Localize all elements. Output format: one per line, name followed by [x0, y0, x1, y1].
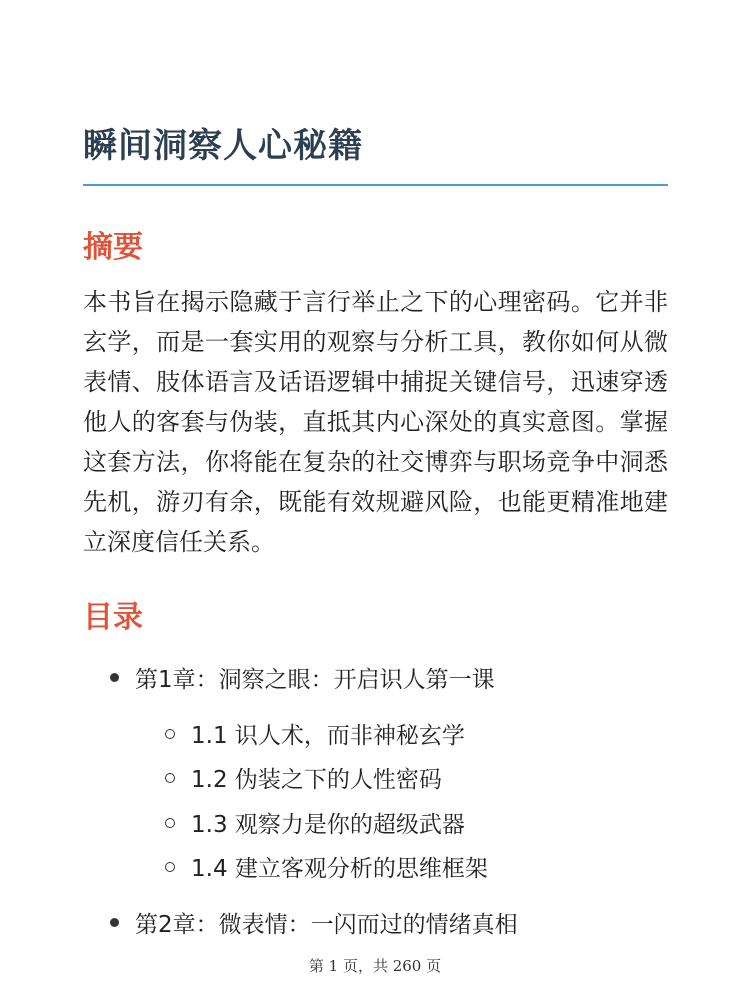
toc-section-1-1 [165, 717, 465, 750]
document-title: 瞬间洞察人心秘籍 [83, 126, 363, 166]
toc-section-label: 1.1 识人术，而非神秘玄学 [191, 723, 465, 749]
title-divider [83, 184, 668, 186]
circle-bullet-icon [165, 818, 175, 828]
circle-bullet-icon [165, 729, 175, 739]
toc-chapter-label: 第2章：微表情：一闪而过的情绪真相 [135, 912, 518, 938]
circle-bullet-icon [165, 773, 175, 783]
toc-chapter-label: 第1章：洞察之眼：开启识人第一课 [135, 667, 495, 693]
toc-heading: 目录 [83, 600, 143, 635]
bullet-dot-icon [110, 673, 119, 682]
abstract-heading: 摘要 [83, 230, 143, 265]
toc-section-label: 1.2 伪装之下的人性密码 [191, 767, 442, 793]
toc-chapter-1 [110, 661, 495, 694]
bullet-dot-icon [110, 918, 119, 927]
toc-section-1-3 [165, 806, 465, 839]
toc-section-1-4 [165, 850, 488, 883]
toc-section-1-2 [165, 761, 442, 794]
document-page [83, 0, 668, 1000]
abstract-text: 本书旨在揭示隐藏于言行举止之下的心理密码。它并非玄学，而是一套实用的观察与分析工具，教你如何从微表情、肢体语言及话语逻辑中捕捉关键信号，迅速穿透他人的客套与伪装，直抵其内心深处的真实意图。掌握这套方法，你将能在复杂的社交博弈与职场竞争中洞悉先机，游刃有余，既能有效规避风险，也能更精准地建立深度信任关系。 [83, 288, 668, 556]
toc-section-label: 1.4 建立客观分析的思维框架 [191, 856, 488, 882]
toc-chapter-2 [110, 906, 518, 939]
circle-bullet-icon [165, 862, 175, 872]
page-footer: 第 1 页，共 260 页 [308, 957, 442, 975]
toc-section-label: 1.3 观察力是你的超级武器 [191, 812, 465, 838]
